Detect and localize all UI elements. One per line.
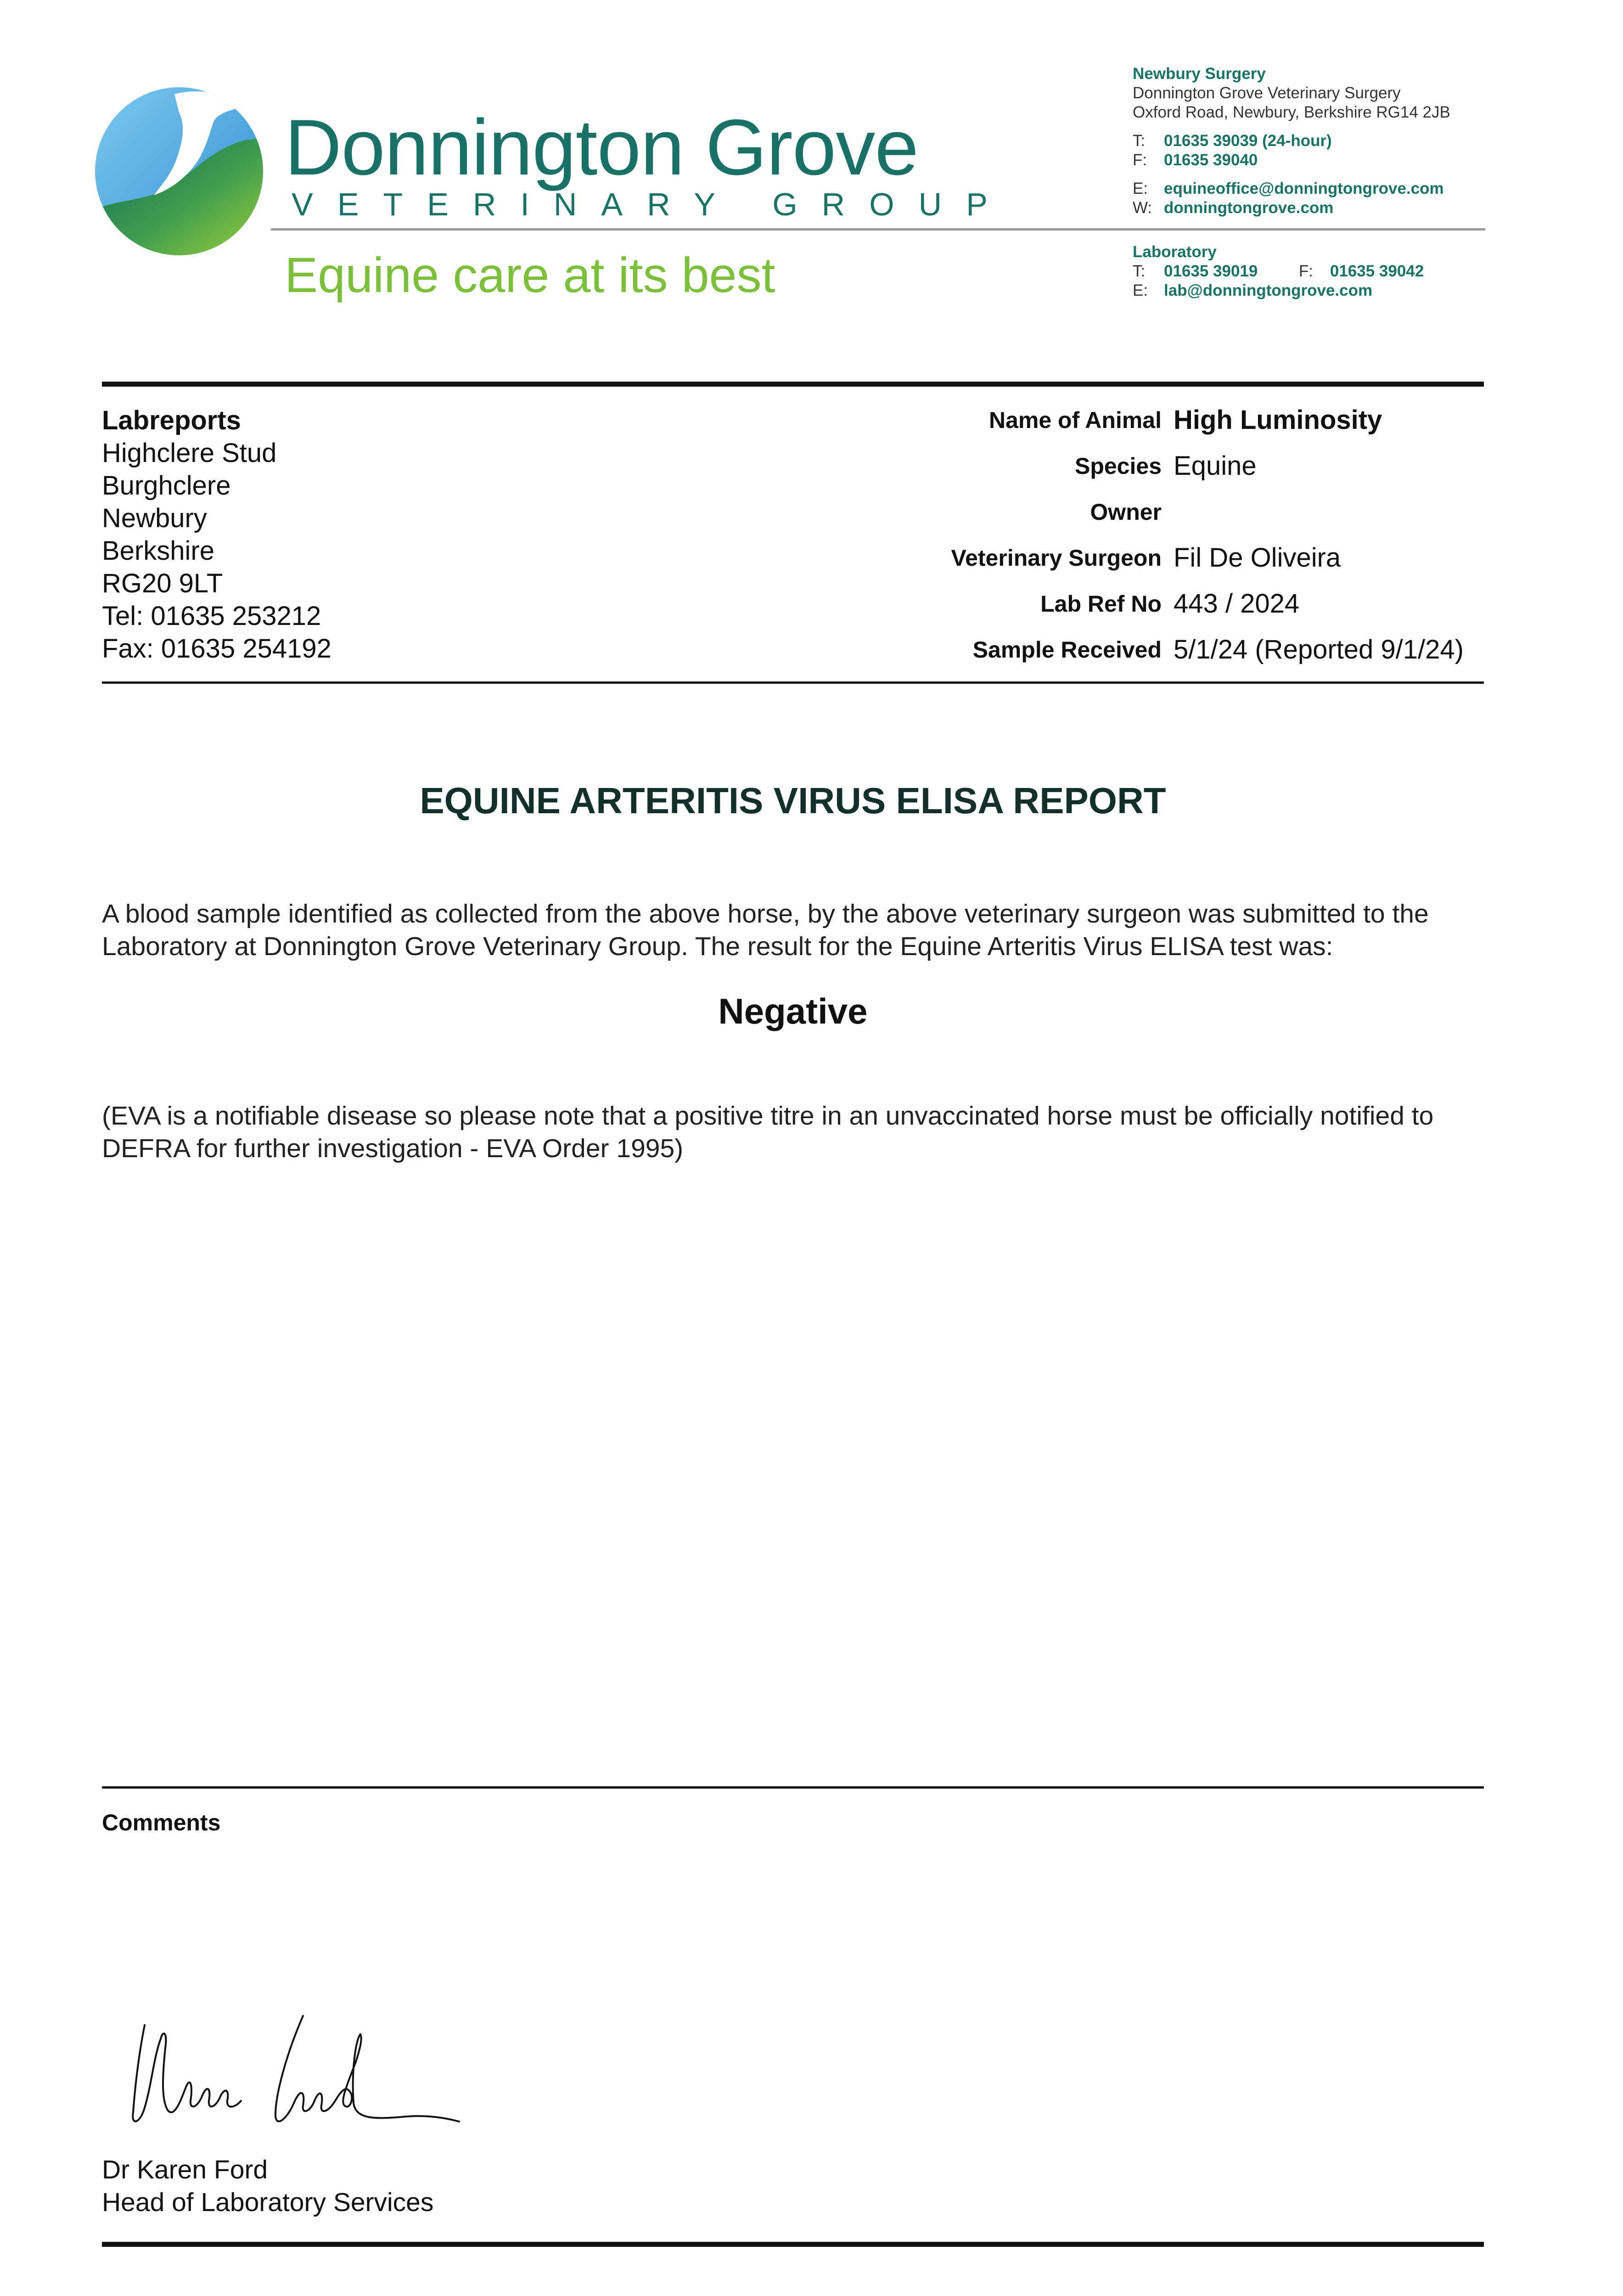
client-address [102, 404, 331, 665]
animal-details [872, 404, 1483, 680]
address-line: RG20 9LT [102, 568, 223, 598]
lab-email-link[interactable]: lab@donningtongrove.com [1164, 281, 1373, 299]
address-line: Highclere Stud [102, 438, 277, 468]
address-line: Burghclere [102, 471, 231, 501]
surgery-web-label: W: [1133, 199, 1152, 217]
vet-surgeon-value: Fil De Oliveira [1174, 543, 1341, 573]
surgery-fax-label: F: [1133, 151, 1147, 169]
brand-tagline: Equine care at its best [285, 247, 775, 303]
surgery-heading: Newbury Surgery [1133, 65, 1266, 83]
test-result: Negative [718, 991, 868, 1031]
sample-received-value: 5/1/24 (Reported 9/1/24) [1174, 635, 1464, 664]
surgery-phone-label: T: [1133, 132, 1146, 150]
comments-divider [102, 1786, 1484, 1789]
surgery-phone: 01635 39039 (24-hour) [1164, 132, 1332, 150]
detail-row [872, 542, 1483, 588]
surgery-email-link[interactable]: equineoffice@donningtongrove.com [1164, 180, 1444, 197]
detail-label: Sample Received [972, 637, 1162, 663]
brand-subtitle: VETERINARY GROUP [292, 186, 1012, 222]
detail-label: Species [1074, 453, 1162, 479]
top-divider [102, 382, 1484, 387]
detail-row [872, 404, 1483, 450]
laboratory-contact-block [1133, 242, 1424, 300]
surgery-contact-block [1133, 64, 1450, 218]
comments-label: Comments [102, 1810, 221, 1835]
detail-row [872, 450, 1483, 496]
lab-fax-label: F: [1298, 262, 1313, 280]
address-line: Berkshire [102, 536, 214, 566]
surgery-name: Donnington Grove Veterinary Surgery [1133, 84, 1401, 102]
address-line: Newbury [102, 503, 207, 533]
details-divider [102, 681, 1484, 684]
detail-label: Lab Ref No [1040, 591, 1162, 617]
lab-ref-value: 443 / 2024 [1174, 589, 1300, 619]
report-note: (EVA is a notifiable disease so please note that a positive titre in an unvaccinated horse must be officially notified to DEFRA for further investigation - EVA Order 1995) [102, 1101, 1434, 1163]
surgery-website-link[interactable]: donningtongrove.com [1164, 199, 1334, 217]
signer-name: Dr Karen Ford [102, 2155, 268, 2184]
detail-row [872, 634, 1483, 680]
brand-name: Donnington Grove [285, 103, 918, 191]
surgery-email-label: E: [1133, 180, 1148, 197]
detail-label: Name of Animal [988, 407, 1162, 433]
report-body: A blood sample identified as collected from the above horse, by the above veterinary surgeon was submitted to the Laboratory at Donnington Grove Veterinary Group. The result for the Equine Arteritis Virus ELISA test was: [102, 899, 1429, 961]
species-value: Equine [1174, 451, 1257, 481]
lab-fax: 01635 39042 [1330, 262, 1424, 280]
surgery-fax: 01635 39040 [1164, 151, 1258, 169]
detail-row [872, 588, 1483, 634]
logo-icon [94, 85, 264, 257]
detail-label: Veterinary Surgeon [951, 545, 1162, 571]
client-fax: Fax: 01635 254192 [102, 634, 331, 664]
signature-image [117, 2007, 475, 2144]
detail-row [872, 496, 1483, 542]
bottom-divider [102, 2242, 1484, 2247]
signer-title: Head of Laboratory Services [102, 2188, 434, 2217]
animal-name-value: High Luminosity [1174, 405, 1382, 435]
header-divider [271, 228, 1485, 231]
client-name: Labreports [102, 405, 241, 435]
lab-phone: 01635 39019 [1164, 262, 1258, 280]
signer-block [102, 2154, 433, 2219]
laboratory-heading: Laboratory [1133, 243, 1217, 261]
client-tel: Tel: 01635 253212 [102, 601, 321, 631]
detail-label: Owner [1090, 499, 1162, 525]
surgery-address: Oxford Road, Newbury, Berkshire RG14 2JB [1133, 103, 1450, 121]
report-title: EQUINE ARTERITIS VIRUS ELISA REPORT [420, 780, 1166, 821]
lab-phone-label: T: [1133, 262, 1146, 280]
lab-email-label: E: [1133, 281, 1148, 299]
